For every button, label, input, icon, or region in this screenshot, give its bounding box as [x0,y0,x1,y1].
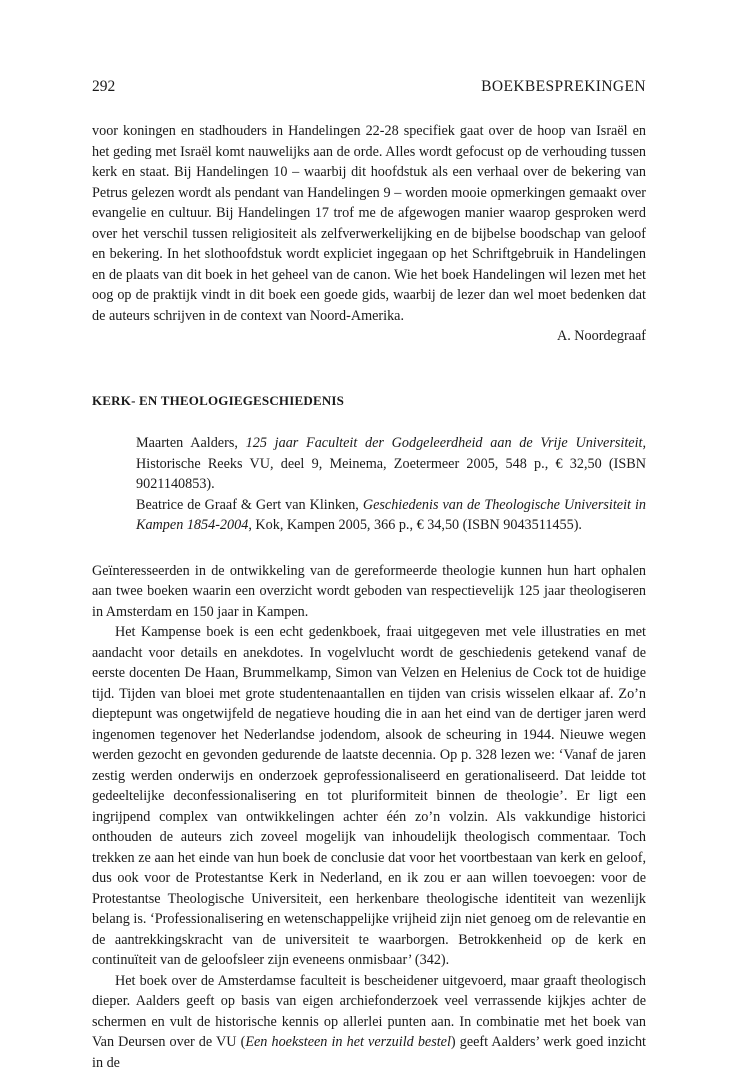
reference-author: Maarten Aalders, [136,435,246,451]
cited-book-title: Een hoeksteen in het verzuild bestel [245,1034,451,1050]
review-paragraph: Geïnteresseerden in de ontwikkeling van de gereformeerde theologie kunnen hun hart ophalen aan twee boeken waarin een overzicht wordt geboden van respectievelijk 125 jaar theologiseren in Amsterdam en 150 jaar in Kampen. [92,561,646,623]
review-end-paragraph: voor koningen en stadhouders in Handelingen 22-28 specifiek gaat over de hoop van Israël en het geding met Israël komt nauwelijks aan de orde. Alles wordt gefocust op de verhouding tussen kerk en staat. Bij Handelingen 10 – waarbij dit hoofdstuk als een verhaal over de bekering van Petrus gelezen wordt als pendant van Handelingen 9 – worden mooie opmerkingen gemaakt over evangelie en cultuur. Bij Handelingen 17 trof me de afgewogen manier waarop gesproken werd over het verschil tussen religiositeit als zelfverwerkelijking en de bijbelse boodschap van geloof en bekering. In het slothoofdstuk wordt expliciet ingegaan op het Schriftgebruik in Handelingen en de plaats van dit boek in het geheel van de canon. Wie het boek Handelingen wil lezen met het oog op de praktijk vindt in dit boek een goede gids, waarbij de lezer dan wel moet bedenken dat de auteurs schrijven in de context van Noord-Amerika. [92,121,646,326]
page-header [92,78,646,100]
section-heading: KERK- EN THEOLOGIEGESCHIEDENIS [92,391,646,412]
review-paragraph [92,971,646,1073]
paragraph-text: ) geeft Aalders’ werk goed inzicht in de [92,1034,646,1071]
reference-entry [136,495,646,536]
reviewed-books [136,433,646,536]
reference-author: Beatrice de Graaf & Gert van Klinken, [136,497,363,513]
reference-details: Historische Reeks VU, deel 9, Meinema, Zoetermeer 2005, 548 p., € 32,50 (ISBN 9021140853). [136,456,646,493]
page-number: 292 [92,78,115,96]
review-paragraph: Het Kampense boek is een echt gedenkboek, fraai uitgegeven met vele illustraties en met aandacht voor details en anekdotes. In vogelvlucht wordt de geschiedenis getekend vanaf de eerste docenten De Haan, Brummelkamp, Simon van Velzen en Helenius de Cock tot de huidige tijd. Tijden van bloei met grote studentenaantallen en tijden van crisis wisselen elkaar af. Zo’n dieptepunt was ongetwijfeld de negatieve houding die in aan het eind van de dertiger jaren werd ingenomen tegenover het Nederlandse jodendom, alsook de scheuring in 1944. Nieuwe wegen werden gezocht en gevonden gedurende de laatste decennia. Op p. 328 lezen we: ‘Vanaf de jaren zestig werden onderwijs en onderzoek geprofessionaliseerd en gerationaliseerd. Dat leidde tot gedeeltelijke deconfessionalisering en tot pluriformiteit binnen de theologie’. Er ligt een ingrijpend complex van ontwikkelingen achter één zo’n volzin. Als vakkundige historici onthouden de auteurs zich zoveel mogelijk van inhoudelijk theologisch commentaar. Toch trekken ze aan het einde van hun boek de conclusie dat voor het voortbestaan van kerk en geloof, dus ook voor de Protestantse Kerk in Nederland, en ik zou er aan willen toevoegen: voor de Protestantse Theologische Universiteit, een herkenbare theologische identiteit van wezenlijk belang is. ‘Professionalisering en wetenschappelijke vrijheid zijn niet genoeg om de relevantie en de aantrekkingskracht van de universiteit te waarborgen. Betrokkenheid op de kerk en continuïteit van de geloofsleer zijn eveneens onmisbaar’ (342). [92,622,646,971]
reference-title: Geschiedenis van de Theologische Universiteit in Kampen 1854-2004 [136,497,646,534]
page-body [92,121,646,1073]
reviewer-signature: A. Noordegraaf [92,326,646,347]
running-head: BOEKBESPREKINGEN [481,78,646,96]
reference-title: 125 jaar Faculteit der Godgeleerdheid aan de Vrije Universiteit, [246,435,646,451]
reference-details: , Kok, Kampen 2005, 366 p., € 34,50 (ISBN 9043511455). [248,517,582,533]
reference-entry [136,433,646,495]
paragraph-text: Het boek over de Amsterdamse faculteit is bescheidener uitgevoerd, maar graaft theologisch dieper. Aalders geeft op basis van eigen archiefonderzoek veel verrassende kijkjes achter de schermen en vult de historische kennis op allerlei punten aan. In combinatie met het boek van Van Deursen over de VU ( [92,973,646,1051]
